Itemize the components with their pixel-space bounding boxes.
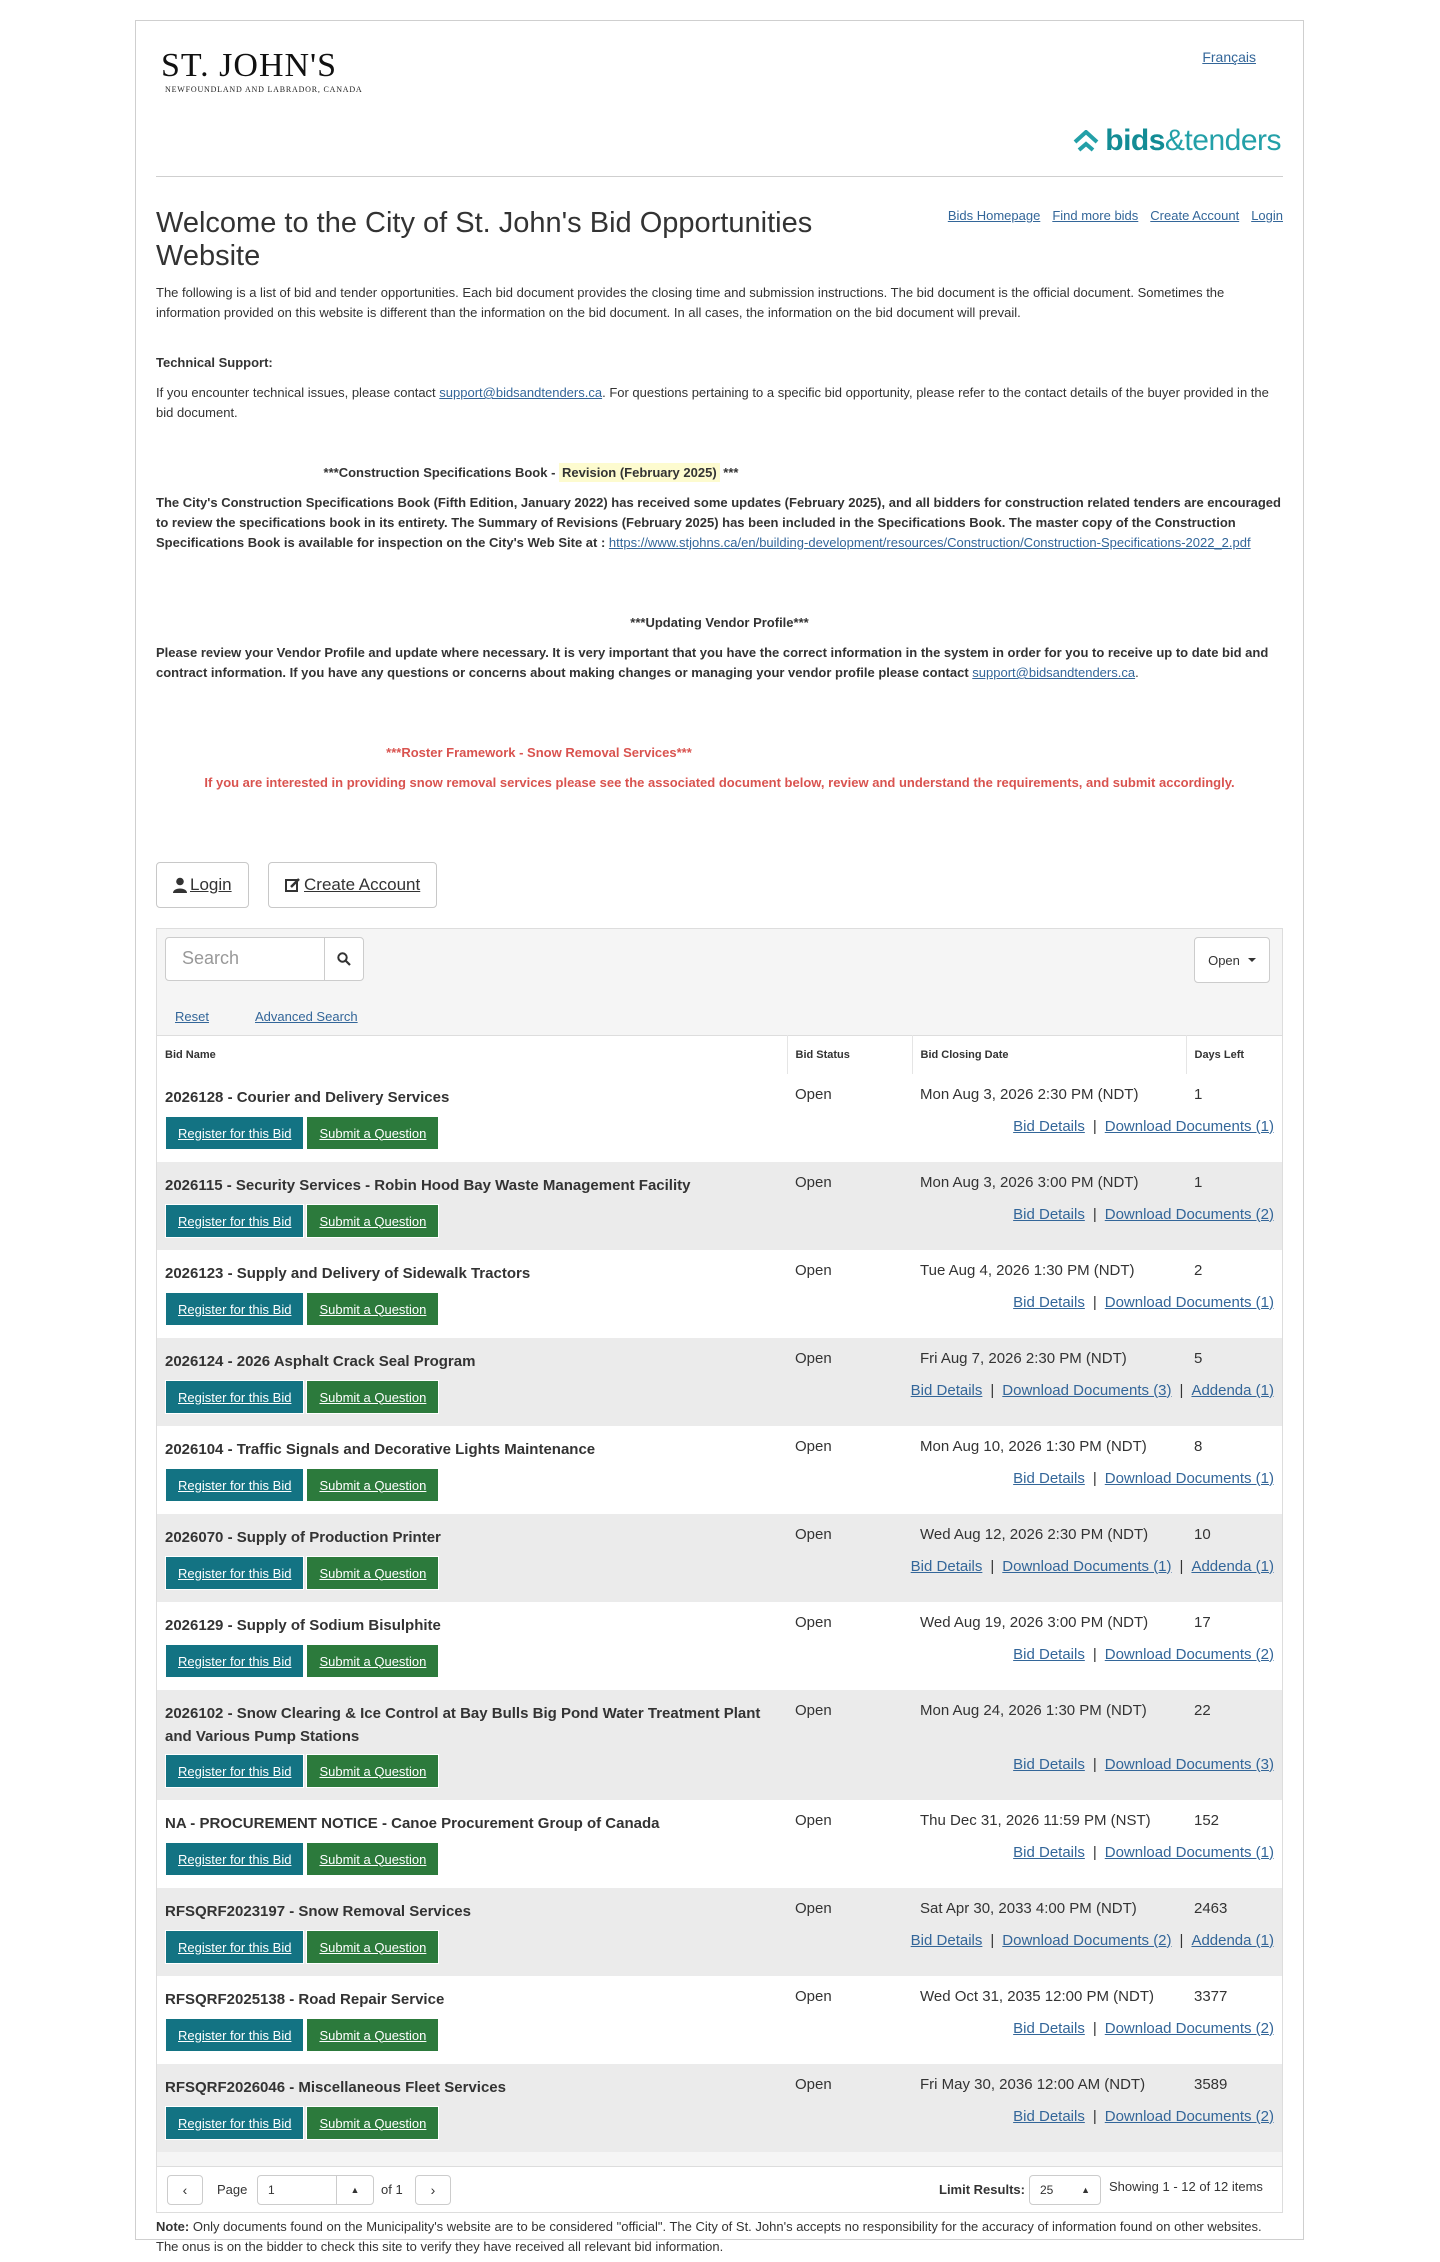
- submit-question-button[interactable]: Submit a Question: [306, 1292, 439, 1326]
- link-separator: |: [1092, 1755, 1097, 1773]
- table-row: [157, 1800, 1282, 1836]
- find-more-bids-link[interactable]: Find more bids: [1052, 208, 1139, 223]
- submit-question-button[interactable]: Submit a Question: [306, 1468, 439, 1502]
- table-row: [157, 1426, 1282, 1462]
- vendor-text: Please review your Vendor Profile and update where necessary. It is very important that you have the correct information in the system in order for you to receive up to date bid and contract information. If you have any questions or concerns about making changes or managing your vendor profile please contact support@bidsandtenders.ca.: [156, 645, 1269, 680]
- bid-closing-date: Wed Aug 19, 2026 3:00 PM (NDT): [912, 1602, 1186, 1638]
- submit-question-button[interactable]: Submit a Question: [306, 1644, 439, 1678]
- bid-closing-date: Tue Aug 4, 2026 1:30 PM (NDT): [912, 1250, 1186, 1286]
- table-row-actions: [157, 1198, 1282, 1250]
- chevron-left-icon: ‹: [182, 2182, 188, 2198]
- bid-name: RFSQRF2026046 - Miscellaneous Fleet Services: [157, 2064, 787, 2100]
- bid-closing-date: Wed Oct 31, 2035 12:00 PM (NDT): [912, 1976, 1186, 2012]
- download-documents-link[interactable]: Download Documents (3): [1104, 1755, 1274, 1773]
- bid-name: 2026104 - Traffic Signals and Decorative Lights Maintenance: [157, 1426, 787, 1462]
- intro-text: The following is a list of bid and tender opportunities. Each bid document provides the closing time and submission instructions. The bid document is the official document. Sometimes the information provided on this website is different than the information on the bid document. In all cases, the information on the bid document will prevail.: [156, 285, 1225, 320]
- submit-question-button[interactable]: Submit a Question: [306, 1754, 439, 1788]
- create-account-link[interactable]: Create Account: [1150, 208, 1240, 223]
- bid-days-left: 2: [1186, 1250, 1282, 1286]
- link-separator: |: [1092, 1117, 1097, 1135]
- bid-status: Open: [787, 1514, 912, 1550]
- bid-days-left: 2463: [1186, 1888, 1282, 1924]
- register-bid-button[interactable]: Register for this Bid: [165, 1468, 304, 1502]
- link-separator: |: [1092, 1293, 1097, 1311]
- triangle-up-icon: ▲: [350, 2185, 360, 2195]
- bid-name: NA - PROCUREMENT NOTICE - Canoe Procurement Group of Canada: [157, 1800, 787, 1836]
- page-number-input[interactable]: 1: [257, 2175, 337, 2205]
- col-bid-closing-date[interactable]: Bid Closing Date: [912, 1036, 1186, 1074]
- header-divider: [156, 176, 1283, 177]
- download-documents-link[interactable]: Download Documents (2): [1104, 2019, 1274, 2037]
- search-icon: [337, 952, 351, 966]
- bid-status: Open: [787, 1800, 912, 1836]
- bid-details-link[interactable]: Bid Details: [1013, 1117, 1085, 1135]
- bid-details-link[interactable]: Bid Details: [910, 1557, 983, 1575]
- bid-days-left: 3377: [1186, 1976, 1282, 2012]
- triangle-up-icon: ▲: [1081, 2185, 1090, 2195]
- addenda-link[interactable]: Addenda (1): [1191, 1381, 1274, 1399]
- bid-closing-date: Mon Aug 24, 2026 1:30 PM (NDT): [912, 1690, 1186, 1748]
- limit-results-label: Limit Results:: [939, 2182, 1025, 2197]
- login-link[interactable]: Login: [1251, 208, 1283, 223]
- search-button[interactable]: [324, 937, 364, 981]
- addenda-link[interactable]: Addenda (1): [1191, 1557, 1274, 1575]
- bid-links: [787, 1836, 1282, 1888]
- register-bid-button[interactable]: Register for this Bid: [165, 1754, 304, 1788]
- register-bid-button[interactable]: Register for this Bid: [165, 1930, 304, 1964]
- link-separator: |: [990, 1381, 995, 1399]
- pagination-bar: [157, 2166, 1282, 2212]
- col-bid-status[interactable]: Bid Status: [787, 1036, 912, 1074]
- table-row: [157, 1250, 1282, 1286]
- bids-table: [157, 1035, 1282, 2152]
- bid-details-link[interactable]: Bid Details: [1013, 1469, 1085, 1487]
- link-separator: |: [990, 1557, 995, 1575]
- bids-and-tenders-wordmark: bids&tenders: [1105, 124, 1281, 157]
- bids-and-tenders-logo[interactable]: [1073, 124, 1281, 158]
- table-row: [157, 1690, 1282, 1748]
- submit-question-button[interactable]: Submit a Question: [306, 1204, 439, 1238]
- bid-status: Open: [787, 1426, 912, 1462]
- next-page-button[interactable]: [415, 2175, 451, 2205]
- bid-links: [787, 1286, 1282, 1338]
- register-bid-button[interactable]: Register for this Bid: [165, 1380, 304, 1414]
- bid-name: 2026129 - Supply of Sodium Bisulphite: [157, 1602, 787, 1638]
- reset-link[interactable]: Reset: [175, 1009, 209, 1024]
- bid-days-left: 3589: [1186, 2064, 1282, 2100]
- page-label: Page: [217, 2182, 248, 2197]
- table-row: [157, 1514, 1282, 1550]
- table-row: [157, 1888, 1282, 1924]
- col-days-left[interactable]: Days Left: [1186, 1036, 1282, 1074]
- language-link[interactable]: Français: [1202, 49, 1256, 65]
- register-bid-button[interactable]: Register for this Bid: [165, 1644, 304, 1678]
- submit-question-button[interactable]: Submit a Question: [306, 1930, 439, 1964]
- table-row-actions: [157, 1836, 1282, 1888]
- bid-status: Open: [787, 1602, 912, 1638]
- tech-support-text: If you encounter technical issues, please contact support@bidsandtenders.ca. For questions pertaining to a specific bid opportunity, please refer to the contact details of the buyer provided in the bid document.: [156, 385, 1269, 420]
- vendor-heading: ***Updating Vendor Profile***: [630, 615, 809, 630]
- bid-links: [787, 2100, 1282, 2152]
- bid-details-link[interactable]: Bid Details: [910, 1931, 983, 1949]
- bid-links: [787, 1198, 1282, 1250]
- table-row: [157, 2064, 1282, 2100]
- bid-days-left: 152: [1186, 1800, 1282, 1836]
- bid-details-link[interactable]: Bid Details: [1013, 1755, 1085, 1773]
- download-documents-link[interactable]: Download Documents (1): [1002, 1557, 1172, 1575]
- prev-page-button[interactable]: [167, 2175, 203, 2205]
- download-documents-link[interactable]: Download Documents (2): [1104, 2107, 1274, 2125]
- download-documents-link[interactable]: Download Documents (1): [1104, 1843, 1274, 1861]
- bid-days-left: 10: [1186, 1514, 1282, 1550]
- roster-heading: ***Roster Framework - Snow Removal Services***: [386, 745, 692, 760]
- bid-closing-date: Fri May 30, 2036 12:00 AM (NDT): [912, 2064, 1186, 2100]
- bid-status: Open: [787, 1162, 912, 1198]
- bid-name: 2026123 - Supply and Delivery of Sidewalk Tractors: [157, 1250, 787, 1286]
- bid-days-left: 1: [1186, 1162, 1282, 1198]
- bid-details-link[interactable]: Bid Details: [1013, 1205, 1085, 1223]
- create-account-button[interactable]: Create Account: [268, 862, 437, 908]
- bid-status: Open: [787, 1338, 912, 1374]
- link-separator: |: [1092, 2107, 1097, 2125]
- revision-highlight: Revision (February 2025): [559, 463, 720, 482]
- table-row-actions: [157, 2100, 1282, 2152]
- chevron-right-icon: ›: [430, 2182, 436, 2198]
- limit-results-select[interactable]: 25 ▲: [1029, 2175, 1101, 2205]
- bid-details-link[interactable]: Bid Details: [1013, 1293, 1085, 1311]
- bid-closing-date: Mon Aug 3, 2026 2:30 PM (NDT): [912, 1074, 1186, 1110]
- table-row-actions: [157, 1110, 1282, 1162]
- link-separator: |: [1179, 1931, 1184, 1949]
- download-documents-link[interactable]: Download Documents (2): [1104, 1205, 1274, 1223]
- bid-details-link[interactable]: Bid Details: [910, 1381, 983, 1399]
- bid-closing-date: Mon Aug 3, 2026 3:00 PM (NDT): [912, 1162, 1186, 1198]
- bid-details-link[interactable]: Bid Details: [1013, 2019, 1085, 2037]
- bid-links: [787, 1462, 1282, 1514]
- bid-name: 2026115 - Security Services - Robin Hood Bay Waste Management Facility: [157, 1162, 787, 1198]
- bid-days-left: 17: [1186, 1602, 1282, 1638]
- download-documents-link[interactable]: Download Documents (1): [1104, 1293, 1274, 1311]
- bid-closing-date: Sat Apr 30, 2033 4:00 PM (NDT): [912, 1888, 1186, 1924]
- bids-panel: [156, 928, 1283, 2213]
- register-bid-button[interactable]: Register for this Bid: [165, 2106, 304, 2140]
- bid-days-left: 1: [1186, 1074, 1282, 1110]
- link-separator: |: [1092, 1469, 1097, 1487]
- register-bid-button[interactable]: Register for this Bid: [165, 1116, 304, 1150]
- advanced-search-link[interactable]: Advanced Search: [255, 1009, 358, 1024]
- bid-status: Open: [787, 1250, 912, 1286]
- table-row-actions: [157, 1550, 1282, 1602]
- register-bid-button[interactable]: Register for this Bid: [165, 1842, 304, 1876]
- link-separator: |: [990, 1931, 995, 1949]
- submit-question-button[interactable]: Submit a Question: [306, 1556, 439, 1590]
- bid-name: 2026102 - Snow Clearing & Ice Control at Bay Bulls Big Pond Water Treatment Plant and Various Pump Stations: [157, 1690, 787, 1748]
- chevron-up-logo-icon: [1073, 130, 1099, 152]
- page-stepper[interactable]: [336, 2175, 374, 2205]
- link-separator: |: [1092, 2019, 1097, 2037]
- construction-specs-link[interactable]: https://www.stjohns.ca/en/building-development/resources/Construction/Construction-Specifications-2022_2.pdf: [608, 535, 1251, 550]
- submit-question-button[interactable]: Submit a Question: [306, 1380, 439, 1414]
- table-row-actions: [157, 1374, 1282, 1426]
- user-icon: [173, 877, 187, 893]
- table-row: [157, 1338, 1282, 1374]
- bid-days-left: 22: [1186, 1690, 1282, 1748]
- page-title: Welcome to the City of St. John's Bid Opportunities Website: [156, 207, 813, 272]
- results-summary: Showing 1 - 12 of 12 items: [1109, 2179, 1263, 2194]
- table-row-actions: [157, 1638, 1282, 1690]
- search-input[interactable]: Search: [165, 937, 325, 981]
- login-button[interactable]: Login: [156, 862, 249, 908]
- bid-status: Open: [787, 1690, 912, 1748]
- register-bid-button[interactable]: Register for this Bid: [165, 1556, 304, 1590]
- table-row: [157, 1976, 1282, 2012]
- link-separator: |: [1179, 1557, 1184, 1575]
- bid-name: RFSQRF2025138 - Road Repair Service: [157, 1976, 787, 2012]
- construction-text: The City's Construction Specifications Book (Fifth Edition, January 2022) has received some updates (February 2025), and all bidders for construction related tenders are encouraged to review the specifications book in its entirety. The Summary of Revisions (February 2025) has been included in the Specifications Book. The master copy of the Construction Specifications Book is available for inspection on the City's Web Site at : https://www.stjohns.ca/en/building-development/resources/Construction/Construction-Specifications-2022_2.pdf: [156, 495, 1281, 550]
- bid-status: Open: [787, 2064, 912, 2100]
- bid-closing-date: Mon Aug 10, 2026 1:30 PM (NDT): [912, 1426, 1186, 1462]
- table-row-actions: [157, 1924, 1282, 1976]
- bid-status: Open: [787, 1976, 912, 2012]
- table-row: [157, 1602, 1282, 1638]
- edit-icon: [285, 877, 301, 893]
- link-separator: |: [1179, 1381, 1184, 1399]
- table-row-actions: [157, 1462, 1282, 1514]
- roster-text: If you are interested in providing snow removal services please see the associated document below, review and understand the requirements, and submit accordingly.: [204, 775, 1235, 790]
- city-logo[interactable]: [161, 49, 363, 94]
- download-documents-link[interactable]: Download Documents (3): [1002, 1381, 1172, 1399]
- bid-closing-date: Thu Dec 31, 2026 11:59 PM (NST): [912, 1800, 1186, 1836]
- table-row: [157, 1162, 1282, 1198]
- bid-links: [787, 1748, 1282, 1800]
- submit-question-button[interactable]: Submit a Question: [306, 1842, 439, 1876]
- table-row-actions: [157, 1748, 1282, 1800]
- bid-links: [787, 1374, 1282, 1426]
- bid-details-link[interactable]: Bid Details: [1013, 2107, 1085, 2125]
- bid-links: [787, 2012, 1282, 2064]
- bid-days-left: 8: [1186, 1426, 1282, 1462]
- table-row-actions: [157, 1286, 1282, 1338]
- download-documents-link[interactable]: Download Documents (1): [1104, 1117, 1274, 1135]
- status-filter-value: Open: [1208, 952, 1240, 968]
- bid-name: 2026128 - Courier and Delivery Services: [157, 1074, 787, 1110]
- bid-details-link[interactable]: Bid Details: [1013, 1645, 1085, 1663]
- construction-heading: ***Construction Specifications Book - Revision (February 2025) ***: [323, 465, 739, 480]
- bid-links: [787, 1924, 1282, 1976]
- download-documents-link[interactable]: Download Documents (2): [1002, 1931, 1172, 1949]
- bid-links: [787, 1110, 1282, 1162]
- col-bid-name[interactable]: Bid Name: [157, 1036, 787, 1074]
- submit-question-button[interactable]: Submit a Question: [306, 2018, 439, 2052]
- download-documents-link[interactable]: Download Documents (1): [1104, 1469, 1274, 1487]
- page-count: of 1: [381, 2182, 403, 2197]
- link-separator: |: [1092, 1205, 1097, 1223]
- tech-support-heading: Technical Support:: [156, 355, 273, 370]
- bid-details-link[interactable]: Bid Details: [1013, 1843, 1085, 1861]
- status-filter-dropdown[interactable]: [1194, 937, 1270, 983]
- submit-question-button[interactable]: Submit a Question: [306, 2106, 439, 2140]
- bid-name: 2026070 - Supply of Production Printer: [157, 1514, 787, 1550]
- bid-status: Open: [787, 1074, 912, 1110]
- download-documents-link[interactable]: Download Documents (2): [1104, 1645, 1274, 1663]
- city-logo-text: ST. JOHN'S: [161, 47, 338, 84]
- bid-links: [787, 1550, 1282, 1602]
- top-nav-links: [948, 208, 1283, 223]
- bid-name: RFSQRF2023197 - Snow Removal Services: [157, 1888, 787, 1924]
- page-frame: [135, 20, 1304, 2254]
- submit-question-button[interactable]: Submit a Question: [306, 1116, 439, 1150]
- bids-homepage-link[interactable]: Bids Homepage: [947, 208, 1041, 223]
- support-email-link[interactable]: support@bidsandtenders.ca: [439, 385, 603, 400]
- bid-closing-date: Wed Aug 12, 2026 2:30 PM (NDT): [912, 1514, 1186, 1550]
- vendor-support-email-link[interactable]: support@bidsandtenders.ca: [972, 665, 1136, 680]
- bid-status: Open: [787, 1888, 912, 1924]
- addenda-link[interactable]: Addenda (1): [1191, 1931, 1274, 1949]
- bid-links: [787, 1638, 1282, 1690]
- register-bid-button[interactable]: Register for this Bid: [165, 2018, 304, 2052]
- link-separator: |: [1092, 1645, 1097, 1663]
- city-logo-subtext: NEWFOUNDLAND AND LABRADOR, CANADA: [165, 85, 363, 94]
- table-row: [157, 1074, 1282, 1110]
- bid-closing-date: Fri Aug 7, 2026 2:30 PM (NDT): [912, 1338, 1186, 1374]
- bid-days-left: 5: [1186, 1338, 1282, 1374]
- disclaimer-note: Note: Only documents found on the Municipality's website are to be considered "official". The City of St. John's accepts no responsibility for the accuracy of information found on other websites. The onus is on the bidder to check this site to verify they have received all relevant bid information.: [156, 2219, 1262, 2254]
- register-bid-button[interactable]: Register for this Bid: [165, 1292, 304, 1326]
- table-row-actions: [157, 2012, 1282, 2064]
- link-separator: |: [1092, 1843, 1097, 1861]
- chevron-down-icon: [1248, 958, 1256, 962]
- register-bid-button[interactable]: Register for this Bid: [165, 1204, 304, 1238]
- bid-name: 2026124 - 2026 Asphalt Crack Seal Program: [157, 1338, 787, 1374]
